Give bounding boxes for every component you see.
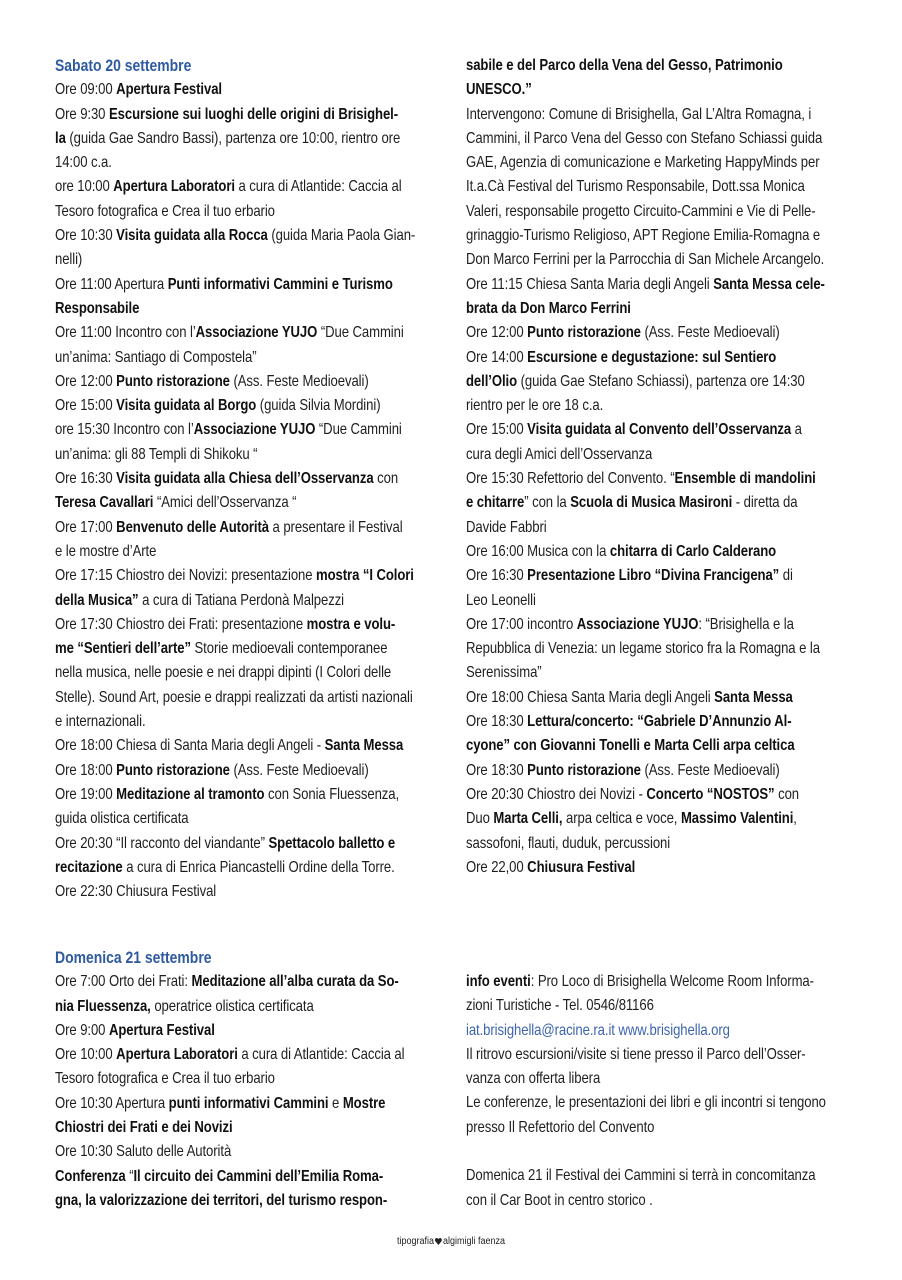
text: Ore 17:00 incontro bbox=[466, 615, 577, 633]
program-line bbox=[55, 78, 369, 102]
program-line bbox=[55, 443, 369, 467]
text: Don Marco Ferrini per la Parrocchia di San Michele Arcangelo. bbox=[466, 251, 825, 269]
bold-text: cyone” con Giovanni Tonelli e Marta Celli arpa celtica bbox=[466, 737, 795, 755]
program-line bbox=[55, 832, 396, 856]
text: Ore 11:00 Apertura bbox=[55, 275, 168, 293]
text: Stelle). Sound Art, poesie e drappi realizzati da artisti nazionali bbox=[55, 688, 413, 706]
text: Ore 15:00 bbox=[466, 421, 528, 439]
program-line bbox=[466, 1140, 847, 1164]
saturday-column bbox=[55, 54, 438, 904]
program-line bbox=[466, 151, 820, 175]
text: “Due Cammini bbox=[317, 324, 404, 342]
program-line bbox=[55, 151, 369, 175]
text: Ore 14:00 bbox=[466, 348, 528, 366]
program-line bbox=[466, 443, 778, 467]
program-line bbox=[466, 297, 778, 321]
text: Ore 22,00 bbox=[466, 858, 528, 876]
sunday-program bbox=[55, 970, 438, 1213]
text: (Ass. Feste Medioevali) bbox=[229, 761, 369, 779]
program-line bbox=[55, 346, 369, 370]
bold-text: Meditazione al tramonto bbox=[116, 785, 265, 803]
bold-text: Meditazione all’alba curata da So- bbox=[191, 973, 399, 991]
text: Ore 10:30 Apertura bbox=[55, 1094, 169, 1112]
text: nelli) bbox=[55, 251, 83, 269]
text: a cura di Atlantide: Caccia al bbox=[237, 1046, 405, 1064]
text: Il ritrovo escursioni/visite si tiene presso il Parco dell’Osser- bbox=[466, 1045, 806, 1063]
bold-text: Apertura Laboratori bbox=[113, 178, 235, 196]
program-line bbox=[55, 1189, 388, 1213]
text: Ore 18:00 Chiesa Santa Maria degli Angeli bbox=[466, 688, 715, 706]
program-line bbox=[55, 661, 392, 685]
text: un’anima: Santiago di Compostela” bbox=[55, 348, 257, 366]
text: (guida Gae Sandro Bassi), partenza ore 10:00, rientro ore bbox=[65, 129, 401, 147]
program-line bbox=[55, 273, 393, 297]
bold-text: mostra “I Colori bbox=[316, 567, 414, 585]
program-line bbox=[466, 856, 778, 880]
text: Ore 20:30 “Il racconto del viandante” bbox=[55, 834, 269, 852]
contact-link[interactable]: www.brisighella.org bbox=[618, 1021, 730, 1039]
bold-text: dell’Olio bbox=[466, 372, 518, 390]
bold-text: Escursione sui luoghi delle origini di Brisighel- bbox=[108, 105, 399, 123]
text: Ore 10:30 Saluto delle Autorità bbox=[55, 1143, 232, 1161]
program-line bbox=[55, 637, 388, 661]
text: Ore 9:30 bbox=[55, 105, 109, 123]
program-line bbox=[466, 127, 823, 151]
bold-text: gna, la valorizzazione dei territori, del turismo respon- bbox=[55, 1191, 388, 1209]
bold-text: info eventi bbox=[466, 973, 531, 990]
text: Ore 16:30 bbox=[55, 470, 117, 488]
text: e bbox=[328, 1094, 343, 1112]
text: Ore 10:00 bbox=[55, 1046, 117, 1064]
bold-text: chitarra di Carlo Calderano bbox=[609, 542, 777, 560]
bold-text: Spettacolo balletto e bbox=[268, 834, 396, 852]
bold-text: Visita guidata alla Chiesa dell’Osservanza bbox=[116, 470, 374, 488]
bold-text: Il circuito dei Cammini dell’Emilia Roma- bbox=[133, 1167, 384, 1185]
bold-text: Santa Messa cele- bbox=[713, 275, 825, 293]
text: GAE, Agenzia di comunicazione e Marketing HappyMinds per bbox=[466, 154, 820, 172]
program-line bbox=[55, 880, 369, 904]
text: Le conferenze, le presentazioni dei libri e gli incontri si tengono bbox=[466, 1094, 826, 1112]
bold-text: Visita guidata alla Rocca bbox=[116, 227, 268, 245]
program-line bbox=[55, 759, 369, 783]
text: (Ass. Feste Medioevali) bbox=[229, 372, 369, 390]
bold-text: Santa Messa bbox=[714, 688, 793, 706]
bold-text: Punti informativi Cammini e Turismo bbox=[167, 275, 393, 293]
program-line bbox=[55, 686, 413, 710]
text: : Pro Loco di Brisighella Welcome Room Informa- bbox=[530, 973, 814, 990]
text: Ore 11:15 Chiesa Santa Maria degli Angeli bbox=[466, 275, 714, 293]
text: Repubblica di Venezia: un legame storico fra la Romagna e la bbox=[466, 640, 820, 658]
text: Cammini, il Parco Vena del Gesso con Stefano Schiassi guida bbox=[466, 129, 823, 147]
text: Ore 17:30 Chiostro dei Frati: presentazione bbox=[55, 615, 307, 633]
text: Ore 20:30 Chiostro dei Novizi - bbox=[466, 785, 647, 803]
text: Davide Fabbri bbox=[466, 518, 547, 536]
text: Domenica 21 il Festival dei Cammini si terrà in concomitanza bbox=[466, 1167, 816, 1185]
text: Serenissima” bbox=[466, 664, 542, 682]
program-line bbox=[466, 1019, 778, 1043]
program-line bbox=[466, 248, 825, 272]
text: “ bbox=[125, 1167, 134, 1185]
text: Ore 09:00 bbox=[55, 81, 117, 99]
text: Leo Leonelli bbox=[466, 591, 536, 609]
program-line bbox=[55, 783, 400, 807]
program-line bbox=[55, 248, 369, 272]
program-line bbox=[466, 394, 778, 418]
bold-text: Santa Messa bbox=[324, 737, 404, 755]
bold-text: me “Sentieri dell’arte” bbox=[55, 640, 191, 658]
text: : “Brisighella e la bbox=[698, 615, 794, 633]
program-line bbox=[55, 394, 381, 418]
program-line bbox=[466, 200, 816, 224]
program-line bbox=[466, 759, 778, 783]
text: guida olistica certificata bbox=[55, 810, 189, 828]
program-line bbox=[55, 564, 414, 588]
bold-text: la bbox=[55, 129, 66, 147]
program-line bbox=[55, 1116, 369, 1140]
program-line bbox=[466, 1091, 826, 1115]
text: Ore 15:30 Refettorio del Convento. “ bbox=[466, 470, 675, 488]
program-line bbox=[55, 807, 369, 831]
text: (Ass. Feste Medioevali) bbox=[640, 324, 780, 342]
program-line bbox=[55, 589, 369, 613]
text: (guida Silvia Mordini) bbox=[256, 397, 381, 415]
bold-text: recitazione bbox=[55, 858, 123, 876]
program-line bbox=[466, 1189, 778, 1213]
program-line bbox=[466, 661, 778, 685]
text: a cura di Tatiana Perdonà Malpezzi bbox=[138, 591, 345, 609]
program-line bbox=[466, 564, 793, 588]
program-line bbox=[466, 175, 805, 199]
program-line bbox=[466, 54, 783, 78]
bold-text: Associazione YUJO bbox=[195, 324, 318, 342]
program-line bbox=[55, 418, 402, 442]
bold-text: Punto ristorazione bbox=[527, 761, 641, 779]
program-line bbox=[466, 467, 816, 491]
bold-text: brata da Don Marco Ferrini bbox=[466, 299, 631, 317]
text: grinaggio-Turismo Religioso, APT Regione Emilia-Romagna e bbox=[466, 227, 821, 245]
text: Ore 18:00 Chiesa di Santa Maria degli Angeli - bbox=[55, 737, 325, 755]
program-line bbox=[55, 613, 396, 637]
bold-text: Scuola di Musica Masironi bbox=[570, 494, 733, 512]
bold-text: Presentazione Libro “Divina Francigena” bbox=[527, 567, 780, 585]
program-line bbox=[55, 1067, 369, 1091]
text: Ore 15:00 bbox=[55, 397, 117, 415]
text: It.a.Cà Festival del Turismo Responsabile, Dott.ssa Monica bbox=[466, 178, 805, 196]
text: Ore 18:30 bbox=[466, 761, 528, 779]
program-line bbox=[466, 637, 820, 661]
program-line bbox=[466, 321, 778, 345]
bold-text: e chitarre bbox=[466, 494, 525, 512]
program-line bbox=[55, 970, 399, 994]
info-column bbox=[466, 970, 847, 1213]
program-line bbox=[466, 686, 793, 710]
sunday-column bbox=[55, 946, 438, 1213]
text: vanza con offerta libera bbox=[466, 1070, 601, 1088]
program-line bbox=[466, 540, 778, 564]
program-line bbox=[55, 297, 369, 321]
program-line bbox=[466, 994, 778, 1018]
program-line bbox=[466, 1043, 806, 1067]
bold-text: Massimo Valentini bbox=[680, 810, 794, 828]
text: Ore 12:00 bbox=[55, 372, 117, 390]
text: un’anima: gli 88 Templi di Shikoku “ bbox=[55, 445, 258, 463]
program-line bbox=[466, 516, 778, 540]
program-line bbox=[55, 321, 404, 345]
printer-credit-left: tipografia bbox=[396, 1236, 434, 1247]
text: di bbox=[779, 567, 793, 585]
program-line bbox=[55, 370, 369, 394]
text: Storie medioevali contemporanee bbox=[190, 640, 388, 658]
text: Ore 7:00 Orto dei Frati: bbox=[55, 973, 192, 991]
text: Tesoro fotografica e Crea il tuo erbario bbox=[55, 202, 275, 220]
bold-text: Chiusura Festival bbox=[527, 858, 636, 876]
program-line bbox=[55, 856, 395, 880]
text: presso Il Refettorio del Convento bbox=[466, 1118, 655, 1136]
bold-text: Associazione YUJO bbox=[576, 615, 699, 633]
text: Ore 10:30 bbox=[55, 227, 117, 245]
program-line bbox=[466, 710, 792, 734]
bold-text: Punto ristorazione bbox=[527, 324, 641, 342]
program-line bbox=[55, 734, 404, 758]
bold-text: Associazione YUJO bbox=[193, 421, 316, 439]
heart-icon bbox=[435, 1238, 442, 1245]
program-line bbox=[466, 370, 805, 394]
text: Ore 17:00 bbox=[55, 518, 117, 536]
contact-link[interactable]: iat.brisighella@racine.ra.it bbox=[466, 1021, 615, 1039]
text: con bbox=[774, 785, 800, 803]
sunday-heading: Domenica 21 settembre bbox=[55, 948, 212, 967]
program-line bbox=[55, 1043, 405, 1067]
text: Duo bbox=[466, 810, 494, 828]
bold-text: Mostre bbox=[342, 1094, 386, 1112]
text: arpa celtica e voce, bbox=[562, 810, 681, 828]
text: ore 15:30 Incontro con l’ bbox=[55, 421, 194, 439]
text: ore 10:00 bbox=[55, 178, 114, 196]
bold-text: Concerto “NOSTOS” bbox=[646, 785, 775, 803]
bold-text: Punto ristorazione bbox=[116, 761, 230, 779]
bold-text: Apertura Laboratori bbox=[116, 1046, 238, 1064]
program-line bbox=[55, 540, 369, 564]
printer-credit bbox=[0, 1236, 902, 1247]
program-line bbox=[466, 832, 778, 856]
saturday-continued-column bbox=[466, 54, 847, 880]
program-line bbox=[55, 1140, 369, 1164]
program-line bbox=[466, 273, 825, 297]
text: a cura di Enrica Piancastelli Ordine della Torre. bbox=[122, 858, 395, 876]
text: rientro per le ore 18 c.a. bbox=[466, 397, 604, 415]
text: 14:00 c.a. bbox=[55, 154, 112, 172]
program-line bbox=[466, 970, 814, 994]
text: a presentare il Festival bbox=[268, 518, 403, 536]
text: (guida Gae Stefano Schiassi), partenza ore 14:30 bbox=[517, 372, 805, 390]
program-line bbox=[55, 127, 401, 151]
bold-text: della Musica” bbox=[55, 591, 139, 609]
bold-text: Benvenuto delle Autorità bbox=[116, 518, 269, 536]
text: Ore 16:30 bbox=[466, 567, 528, 585]
program-line bbox=[55, 224, 416, 248]
program-line bbox=[55, 1019, 369, 1043]
bold-text: Lettura/concerto: “Gabriele D’Annunzio Al- bbox=[527, 713, 792, 731]
program-line bbox=[55, 1092, 386, 1116]
program-line bbox=[466, 1116, 778, 1140]
text: Ore 18:00 bbox=[55, 761, 117, 779]
bold-text: nia Fluessenza, bbox=[55, 997, 151, 1015]
text: con Sonia Fluessenza, bbox=[264, 785, 400, 803]
program-line bbox=[55, 467, 399, 491]
program-line bbox=[466, 1164, 816, 1188]
program-line bbox=[466, 734, 795, 758]
bold-text: Visita guidata al Convento dell’Osservanza bbox=[527, 421, 792, 439]
program-line bbox=[55, 516, 403, 540]
text: Tesoro fotografica e Crea il tuo erbario bbox=[55, 1070, 275, 1088]
text: Intervengono: Comune di Brisighella, Gal L’Altra Romagna, i bbox=[466, 105, 812, 123]
saturday-program bbox=[55, 78, 438, 904]
bold-text: Ensemble di mandolini bbox=[674, 470, 816, 488]
printer-credit-right: algimigli faenza bbox=[442, 1236, 506, 1247]
text: Ore 17:15 Chiostro dei Novizi: presentazione bbox=[55, 567, 317, 585]
bold-text: punti informativi Cammini bbox=[168, 1094, 329, 1112]
program-line bbox=[466, 491, 798, 515]
text: (guida Maria Paola Gian- bbox=[267, 227, 416, 245]
text: “Amici dell’Osservanza “ bbox=[153, 494, 297, 512]
program-line bbox=[466, 613, 794, 637]
text: zioni Turistiche - Tel. 0546/81166 bbox=[466, 997, 654, 1015]
bold-text: Punto ristorazione bbox=[116, 372, 230, 390]
bold-text: mostra e volu- bbox=[306, 615, 396, 633]
bold-text: Chiostri dei Frati e dei Novizi bbox=[55, 1119, 233, 1137]
program-line bbox=[466, 103, 812, 127]
bold-text: Apertura Festival bbox=[116, 81, 222, 99]
program-line bbox=[466, 783, 800, 807]
program-line bbox=[466, 1067, 778, 1091]
text: Ore 19:00 bbox=[55, 785, 117, 803]
program-line bbox=[55, 491, 369, 515]
program-line bbox=[466, 78, 778, 102]
program-line bbox=[55, 103, 399, 127]
saturday-program-continued bbox=[466, 54, 847, 880]
program-line bbox=[466, 807, 797, 831]
bold-text: Visita guidata al Borgo bbox=[116, 397, 257, 415]
text: - diretta da bbox=[732, 494, 798, 512]
program-line bbox=[55, 710, 369, 734]
saturday-heading: Sabato 20 settembre bbox=[55, 56, 192, 75]
program-line bbox=[55, 995, 369, 1019]
text: con il Car Boot in centro storico . bbox=[466, 1191, 653, 1209]
info-events bbox=[466, 970, 847, 1213]
text: operatrice olistica certificata bbox=[150, 997, 314, 1015]
bold-text: UNESCO.” bbox=[466, 81, 532, 99]
bold-text: sabile e del Parco della Vena del Gesso, Patrimonio bbox=[466, 57, 783, 74]
program-line bbox=[55, 200, 369, 224]
text: Ore 11:00 Incontro con l’ bbox=[55, 324, 196, 342]
program-line bbox=[55, 1165, 384, 1189]
bold-text: Responsabile bbox=[55, 299, 140, 317]
text: Valeri, responsabile progetto Circuito-Cammini e Vie di Pelle- bbox=[466, 202, 816, 220]
text: Ore 16:00 Musica con la bbox=[466, 542, 610, 560]
program-line bbox=[466, 224, 821, 248]
text: e internazionali. bbox=[55, 713, 146, 731]
bold-text: Conferenza bbox=[55, 1167, 126, 1185]
text: Ore 22:30 Chiusura Festival bbox=[55, 883, 217, 901]
text: Ore 9:00 bbox=[55, 1021, 109, 1039]
text: Ore 12:00 bbox=[466, 324, 528, 342]
text: con bbox=[373, 470, 399, 488]
program-line bbox=[55, 175, 402, 199]
bold-text: Teresa Cavallari bbox=[55, 494, 154, 512]
program-line bbox=[466, 589, 778, 613]
text: , bbox=[793, 810, 797, 828]
text: “Due Cammini bbox=[315, 421, 402, 439]
bold-text: Marta Celli, bbox=[493, 810, 563, 828]
text: a cura di Atlantide: Caccia al bbox=[234, 178, 402, 196]
text: sassofoni, flauti, duduk, percussioni bbox=[466, 834, 671, 852]
text: e le mostre d’Arte bbox=[55, 542, 157, 560]
program-line bbox=[466, 418, 802, 442]
program-line bbox=[466, 346, 778, 370]
bold-text: Apertura Festival bbox=[108, 1021, 215, 1039]
text: a bbox=[791, 421, 802, 439]
text: ” con la bbox=[524, 494, 571, 512]
bold-text: Escursione e degustazione: sul Sentiero bbox=[527, 348, 777, 366]
text: Ore 18:30 bbox=[466, 713, 528, 731]
text: cura degli Amici dell’Osservanza bbox=[466, 445, 653, 463]
text: (Ass. Feste Medioevali) bbox=[640, 761, 780, 779]
text: nella musica, nelle poesie e nei drappi dipinti (I Colori delle bbox=[55, 664, 392, 682]
